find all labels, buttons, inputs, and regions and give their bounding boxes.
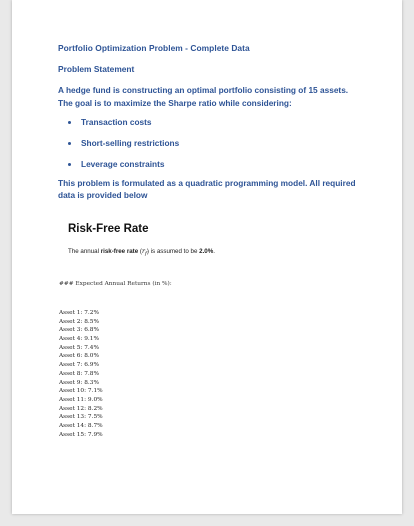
list-item: Asset 11: 9.0% xyxy=(59,396,103,403)
rf-symbol: r xyxy=(141,248,145,255)
list-item: Asset 4: 9.1% xyxy=(59,336,99,343)
document-page xyxy=(12,0,402,514)
list-item-label: Short-selling restrictions xyxy=(81,138,180,148)
list-item-label: Transaction costs xyxy=(81,117,152,127)
list-item: Asset 2: 8.5% xyxy=(59,318,99,325)
bullet-icon xyxy=(68,121,71,124)
summary-paragraph: This problem is formulated as a quadratic programming model. All required data is provided below xyxy=(58,178,356,200)
rf-text-part: . xyxy=(213,248,215,255)
rf-bold-term: risk-free rate xyxy=(100,248,139,255)
list-item: Asset 13: 7.5% xyxy=(59,414,103,421)
rf-text-part: ) is assumed to be xyxy=(146,248,200,255)
list-item: Asset 15: 7.9% xyxy=(59,431,103,438)
rf-value: 2.0% xyxy=(199,248,214,255)
considerations-list xyxy=(64,117,179,180)
bullet-icon xyxy=(68,142,71,145)
list-item: Asset 8: 7.8% xyxy=(59,370,99,377)
expected-returns-heading: ### Expected Annual Returns (in %): xyxy=(59,281,172,287)
list-item xyxy=(64,117,179,138)
list-item: Asset 14: 8.7% xyxy=(59,422,103,429)
document-title: Portfolio Optimization Problem - Complete Data xyxy=(58,43,250,53)
list-item: Asset 9: 8.3% xyxy=(59,379,99,386)
intro-paragraph: A hedge fund is constructing an optimal portfolio consisting of 15 assets. The goal is to maximize the Sharpe ratio while considering: xyxy=(58,85,349,108)
risk-free-rate-heading: Risk-Free Rate xyxy=(68,223,149,235)
rf-text-part: The annual xyxy=(68,248,101,255)
list-item xyxy=(64,138,179,159)
bullet-icon xyxy=(68,163,71,166)
rf-text-part: ( xyxy=(138,248,142,255)
problem-statement-heading: Problem Statement xyxy=(58,64,135,74)
rf-subscript: f xyxy=(144,251,147,258)
expected-returns-list xyxy=(59,309,103,439)
list-item: Asset 1: 7.2% xyxy=(59,310,99,316)
list-item: Asset 7: 6.9% xyxy=(59,362,99,369)
list-item: Asset 6: 8.0% xyxy=(59,353,99,360)
list-item: Asset 12: 8.2% xyxy=(59,405,103,412)
risk-free-rate-text xyxy=(68,248,215,257)
list-item-label: Leverage constraints xyxy=(81,159,165,169)
list-item: Asset 10: 7.1% xyxy=(59,388,103,395)
list-item: Asset 3: 6.8% xyxy=(59,327,99,334)
list-item: Asset 5: 7.4% xyxy=(59,344,99,351)
